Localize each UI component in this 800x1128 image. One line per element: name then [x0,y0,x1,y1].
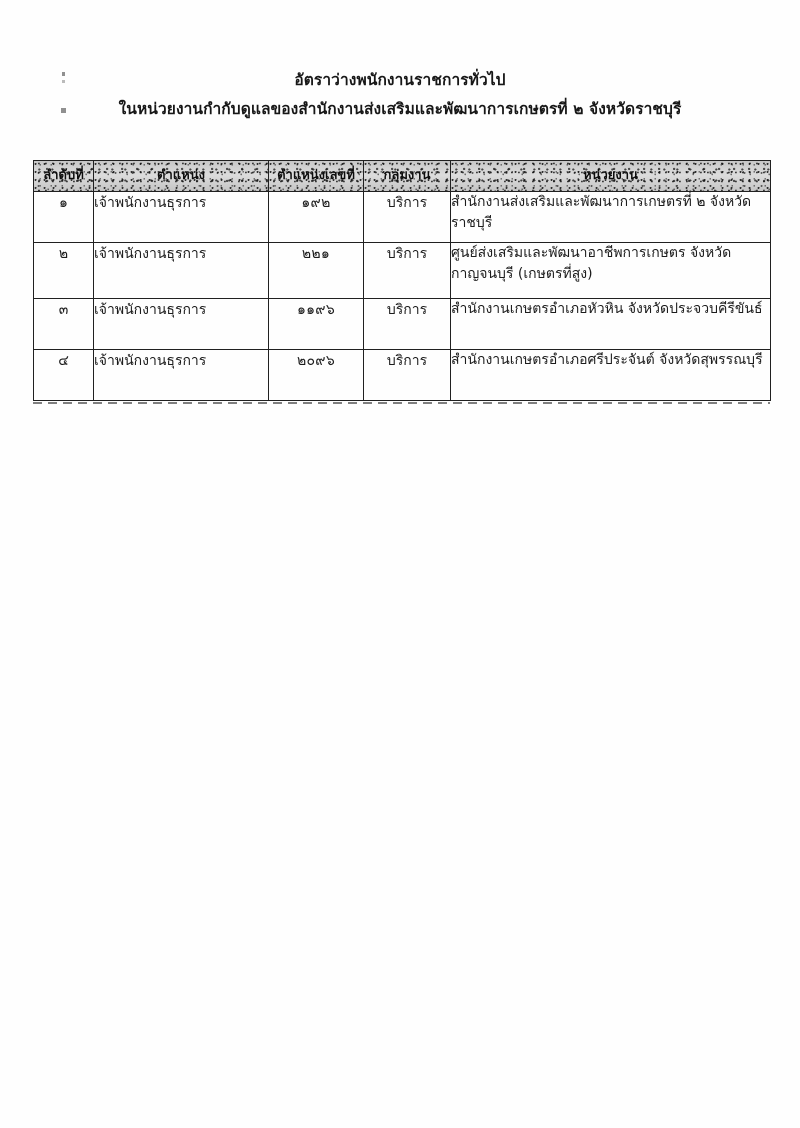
column-header-sequence [34,161,94,192]
table-header [34,161,771,192]
cell-position-number: ๒๐๙๖ [269,350,364,401]
table-row [34,299,771,350]
column-header-sequence-label: ลำดับที่ [43,168,84,183]
column-header-position-number [269,161,364,192]
scan-bottom-rule-artifact [33,402,770,404]
cell-position: เจ้าพนักงานธุรการ [94,243,269,299]
column-header-agency-label: หน่วยงาน [583,168,638,183]
cell-position-number: ๒๒๑ [269,243,364,299]
cell-agency: สำนักงานเกษตรอำเภอหัวหิน จังหวัดประจวบคีรีขันธ์ [451,299,771,350]
cell-position: เจ้าพนักงานธุรการ [94,192,269,243]
column-header-agency [451,161,771,192]
column-header-position [94,161,269,192]
table-body [34,192,771,401]
cell-job-group: บริการ [364,350,451,401]
table-row [34,243,771,299]
document-heading [0,66,800,124]
table-row [34,192,771,243]
cell-job-group: บริการ [364,299,451,350]
cell-job-group: บริการ [364,243,451,299]
table-row [34,350,771,401]
cell-position-number: ๑๑๙๖ [269,299,364,350]
cell-sequence: ๑ [34,192,94,243]
cell-sequence: ๓ [34,299,94,350]
cell-job-group: บริการ [364,192,451,243]
cell-agency: ศูนย์ส่งเสริมและพัฒนาอาชีพการเกษตร จังหวัดกาญจนบุรี (เกษตรที่สูง) [451,243,771,299]
column-header-job-group [364,161,451,192]
column-header-position-label: ตำแหน่ง [157,168,205,183]
vacancy-table-container [33,160,770,401]
table-header-row [34,161,771,192]
document-title-line-1: อัตราว่างพนักงานราชการทั่วไป [294,71,506,89]
column-header-position-number-label: ตำแหน่งเลขที่ [277,168,355,183]
document-title-line-2: ในหน่วยงานกำกับดูแลของสำนักงานส่งเสริมและพัฒนาการเกษตรที่ ๒ จังหวัดราชบุรี [118,100,682,118]
column-header-job-group-label: กลุ่มงาน [383,168,431,183]
cell-position: เจ้าพนักงานธุรการ [94,350,269,401]
vacancy-table [33,160,771,401]
cell-position-number: ๑๙๒ [269,192,364,243]
cell-sequence: ๔ [34,350,94,401]
cell-position: เจ้าพนักงานธุรการ [94,299,269,350]
cell-sequence: ๒ [34,243,94,299]
cell-agency: สำนักงานส่งเสริมและพัฒนาการเกษตรที่ ๒ จังหวัดราชบุรี [451,192,771,243]
cell-agency: สำนักงานเกษตรอำเภอศรีประจันต์ จังหวัดสุพรรณบุรี [451,350,771,401]
